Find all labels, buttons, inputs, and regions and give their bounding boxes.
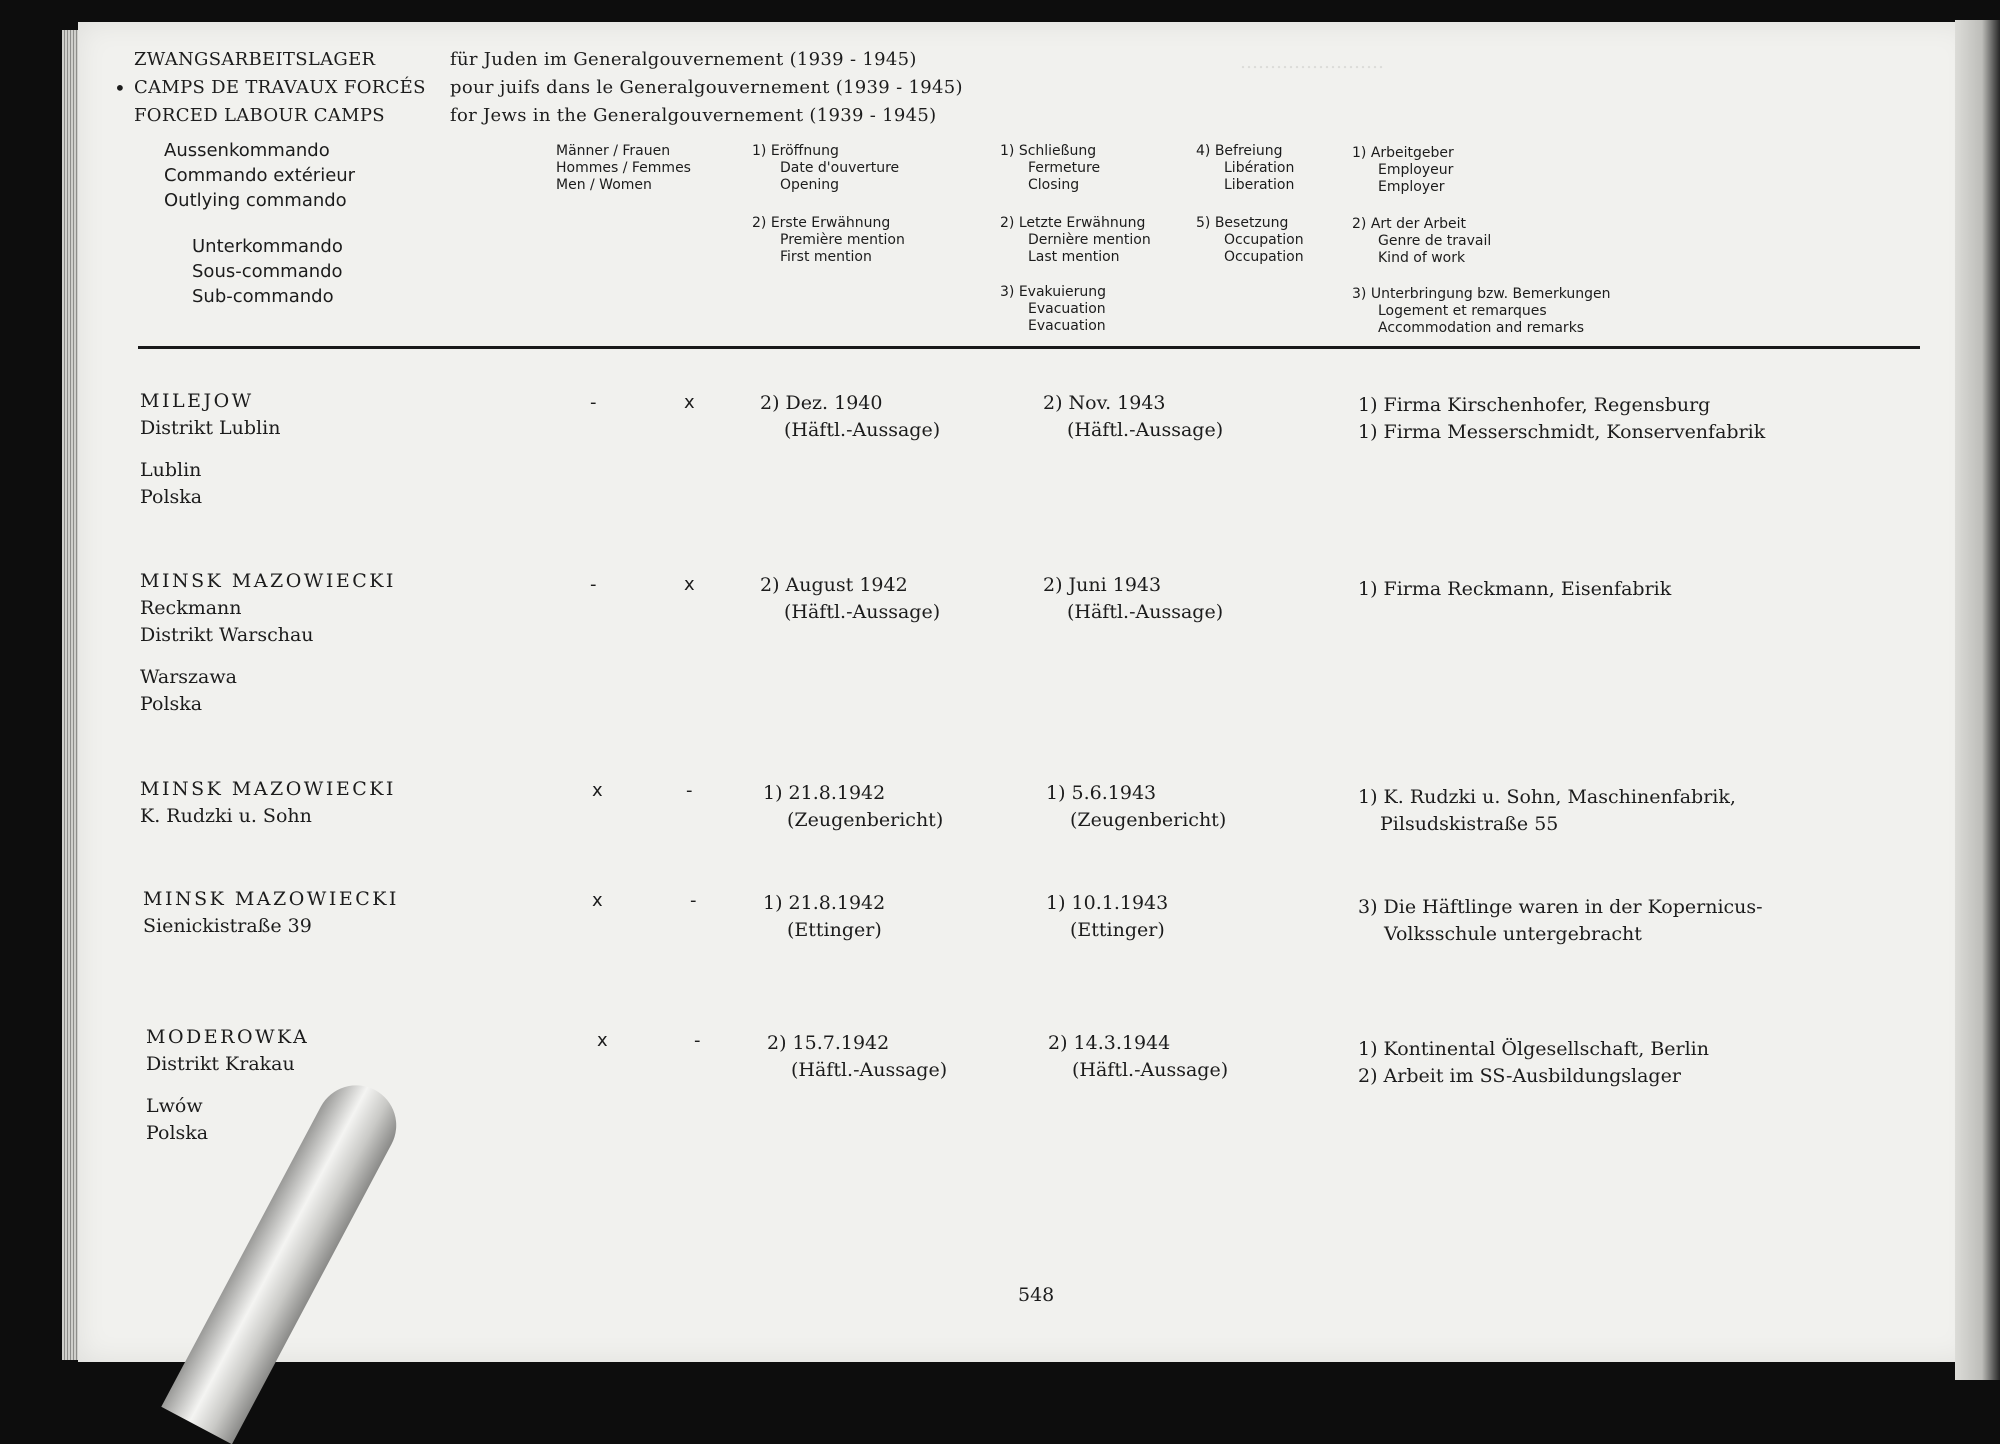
page-number: 548 xyxy=(1018,1284,1055,1306)
entry-minsk-sienicki-women: - xyxy=(690,890,697,911)
header-subtitle: für Juden im Generalgouvernement (1939 - 1945) pour juifs dans le Generalgouvernement (1939 - 1945) for Jews in the Generalgouvernement (1939 - 1945) xyxy=(450,49,963,126)
first-mention-legend: 2) Erste Erwähnung Première mention First mention xyxy=(752,215,905,265)
remarks-legend: 3) Unterbringung bzw. Bemerkungen Logement et remarques Accommodation and remarks xyxy=(1352,286,1611,336)
bullet-mark: • xyxy=(114,76,126,100)
entry-minsk-sienicki-closing: 1) 10.1.1943 (Ettinger) xyxy=(1046,892,1169,941)
header-rule xyxy=(138,346,1920,349)
subcommando-legend: Unterkommando Sous-commando Sub-commando xyxy=(192,236,343,307)
entry-minsk-reckmann-men: - xyxy=(590,574,597,595)
entry-moderowka-location: MODEROWKA Distrikt Krakau Lwów Polska xyxy=(146,1026,310,1144)
entry-moderowka-opening: 2) 15.7.1942 (Häftl.-Aussage) xyxy=(767,1032,948,1081)
entry-minsk-rudzki-location: MINSK MAZOWIECKI K. Rudzki u. Sohn xyxy=(140,778,396,827)
entry-minsk-reckmann-opening: 2) August 1942 (Häftl.-Aussage) xyxy=(760,574,941,623)
entry-milejow-men: - xyxy=(590,392,597,413)
entry-milejow-closing: 2) Nov. 1943 (Häftl.-Aussage) xyxy=(1043,392,1224,441)
entry-moderowka-women: - xyxy=(694,1030,701,1051)
entry-minsk-rudzki-opening: 1) 21.8.1942 (Zeugenbericht) xyxy=(763,782,944,831)
entry-minsk-sienicki-remarks: 3) Die Häftlinge waren in der Kopernicus- Volksschule untergebracht xyxy=(1358,896,1763,945)
entry-minsk-rudzki-remarks: 1) K. Rudzki u. Sohn, Maschinenfabrik, Pilsudskistraße 55 xyxy=(1358,786,1736,835)
entry-minsk-rudzki-women: - xyxy=(686,780,693,801)
entry-milejow-remarks: 1) Firma Kirschenhofer, Regensburg 1) Firma Messerschmidt, Konservenfabrik xyxy=(1358,394,1766,443)
entry-milejow-location: MILEJOW Distrikt Lublin Lublin Polska xyxy=(140,390,281,508)
work-legend: 2) Art der Arbeit Genre de travail Kind of work xyxy=(1352,216,1492,266)
bleed-through-text: …………………… xyxy=(1240,52,1384,73)
last-mention-legend: 2) Letzte Erwähnung Dernière mention Last mention xyxy=(1000,215,1151,265)
evacuation-legend: 3) Evakuierung Evacuation Evacuation xyxy=(1000,284,1106,334)
entry-milejow-opening: 2) Dez. 1940 (Häftl.-Aussage) xyxy=(760,392,941,441)
entry-moderowka-remarks: 1) Kontinental Ölgesellschaft, Berlin 2) Arbeit im SS-Ausbildungslager xyxy=(1358,1038,1709,1087)
liberation-legend: 4) Befreiung Libération Liberation xyxy=(1196,143,1295,193)
gender-legend: Männer / Frauen Hommes / Femmes Men / Women xyxy=(556,143,691,193)
entry-minsk-sienicki-men: x xyxy=(592,890,603,911)
entry-minsk-reckmann-remarks: 1) Firma Reckmann, Eisenfabrik xyxy=(1358,578,1672,600)
entry-minsk-reckmann-location: MINSK MAZOWIECKI Reckmann Distrikt Warschau Warszawa Polska xyxy=(140,570,396,715)
employer-legend: 1) Arbeitgeber Employeur Employer xyxy=(1352,145,1454,195)
opening-legend: 1) Eröffnung Date d'ouverture Opening xyxy=(752,143,900,193)
entry-milejow-women: x xyxy=(684,392,695,413)
occupation-legend: 5) Besetzung Occupation Occupation xyxy=(1196,215,1304,265)
entry-minsk-rudzki-closing: 1) 5.6.1943 (Zeugenbericht) xyxy=(1046,782,1227,831)
entry-moderowka-closing: 2) 14.3.1944 (Häftl.-Aussage) xyxy=(1048,1032,1229,1081)
entry-minsk-reckmann-closing: 2) Juni 1943 (Häftl.-Aussage) xyxy=(1043,574,1224,623)
entry-minsk-rudzki-men: x xyxy=(592,780,603,801)
commando-legend: Aussenkommando Commando extérieur Outlying commando xyxy=(164,140,356,211)
closing-legend: 1) Schließung Fermeture Closing xyxy=(1000,143,1101,193)
entry-moderowka-men: x xyxy=(597,1030,608,1051)
header-title: ZWANGSARBEITSLAGER CAMPS DE TRAVAUX FORCÉS FORCED LABOUR CAMPS xyxy=(134,49,426,126)
facing-page-edge xyxy=(1955,20,2000,1380)
entry-minsk-sienicki-opening: 1) 21.8.1942 (Ettinger) xyxy=(763,892,886,941)
entry-minsk-reckmann-women: x xyxy=(684,574,695,595)
entry-minsk-sienicki-location: MINSK MAZOWIECKI Sienickistraße 39 xyxy=(143,888,399,937)
